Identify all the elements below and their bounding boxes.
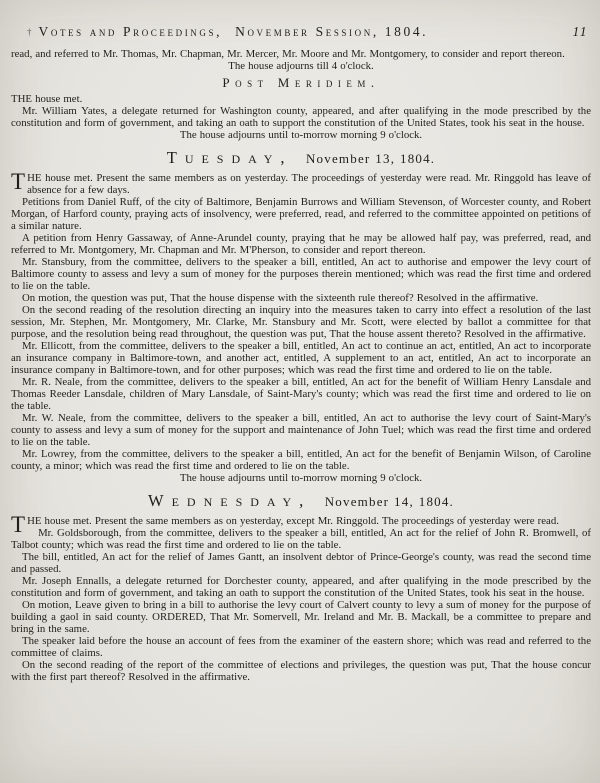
paragraph: The bill, entitled, An act for the relief of James Gantt, an insolvent debtor of Prince-George's county, was read the second time and passed.: [11, 551, 591, 575]
section-heading-post-meridiem: Post Meridiem.: [222, 75, 380, 90]
paragraph-continuation: read, and referred to Mr. Thomas, Mr. Chapman, Mr. Mercer, Mr. Moore and Mr. Montgomery, to consider and report thereon.: [11, 48, 565, 60]
printer-ornament-icon: †: [27, 27, 32, 37]
paragraph: Mr. R. Neale, from the committee, delivers to the speaker a bill, entitled, An act for the benefit of William Henry Lansdale and Thomas Reeder Lansdale, children of Mary Lansdale, of Saint-Mary's county; which was read the first time and ordered to lie on the table.: [11, 376, 591, 412]
running-head: [11, 24, 591, 41]
paragraph: Petitions from Daniel Ruff, of the city of Baltimore, Benjamin Burrows and William Stevenson, of Worcester county, and Robert Morgan, of Harford county, praying acts of insolvency, were preferred, read, and referred to the committee appointed on petitions of a similar nature.: [11, 196, 591, 232]
day-heading-wednesday: [11, 492, 591, 510]
day-heading-tuesday: [11, 149, 591, 167]
day-name: Tuesday,: [166, 148, 293, 167]
paragraph: Mr. Lowrey, from the committee, delivers to the speaker a bill, entitled, An act for the benefit of Benjamin Wilson, of Caroline county, a minor; which was read the first time and ordered to lie on the table.: [11, 448, 591, 472]
paragraph: Mr. W. Neale, from the committee, delivers to the speaker a bill, entitled, An act to authorise the levy court of Saint-Mary's county to assess and levy a sum of money for the support and maintenance of John Tuel; which was read the first time and ordered to lie on the table.: [11, 412, 591, 448]
paragraph: Mr. Goldsborough, from the committee, delivers to the speaker a bill, entitled, An act for the relief of John R. Bromwell, of Talbot county; which was read the first time and ordered to lie on the table.: [11, 527, 591, 551]
running-head-session: November Session, 1804.: [235, 24, 429, 39]
paragraph: On the second reading of the resolution directing an inquiry into the measures taken to carry into effect a resolution of the last session, Mr. Stephen, Mr. Montgomery, Mr. Clarke, Mr. Stansbury and Mr. Scott, were elected by ballot a committee for that purpose, and the resolution being read throughout, the question was put, That the house assent thereto? Resolved in the affirmative.: [11, 304, 591, 340]
adjournment-line: The house adjourns until to-morrow morning 9 o'clock.: [179, 472, 423, 484]
paragraph: The speaker laid before the house an account of fees from the examiner of the eastern shore; which was read and referred to the committee of claims.: [11, 635, 591, 659]
day-date: November 13, 1804.: [305, 151, 436, 166]
day-name: Wednesday,: [148, 491, 312, 510]
day-date: November 14, 1804.: [324, 494, 454, 509]
running-head-title: Votes and Proceedings,: [38, 24, 223, 39]
paragraph: On motion, the question was put, That the house dispense with the sixteenth rule thereof? Resolved in the affirmative.: [22, 292, 539, 304]
adjournment-line: The house adjourns until to-morrow morning 9 o'clock.: [179, 129, 423, 141]
page-number: 11: [572, 24, 588, 39]
paragraph: Mr. Ellicott, from the committee, delivers to the speaker a bill, entitled, An act to continue an act, entitled, An act to incorporate an insurance company in Baltimore-town, and another act, entitled, A supplement to an act, entitled, An act to incorporate an insurance company in Baltimore-town, and for other purposes; which was read the first time and ordered to lie on the table.: [11, 340, 591, 376]
paragraph: On motion, Leave given to bring in a bill to authorise the levy court of Calvert county to levy a sum of money for the purpose of building a gaol in said county. ORDERED, That Mr. Somervell, Mr. Ireland and Mr. B. Mackall, be a committee to prepare and bring in the same.: [11, 599, 591, 635]
paragraph: Mr. Joseph Ennalls, a delegate returned for Dorchester county, appeared, and after qualifying in the mode prescribed by the constitution and form of government, and taking an oath to support the constitution of the United States, took his seat in the house.: [11, 575, 591, 599]
paragraph: A petition from Henry Gassaway, of Anne-Arundel county, praying that he may be allowed half pay, was preferred, read, and referred to Mr. Montgomery, Mr. Chapman and Mr. M'Pherson, to consider and report thereon.: [11, 232, 591, 256]
paragraph-house-met: THE house met. Present the same members as on yesterday, except Mr. Ringgold. The proceedings of yesterday were read.: [11, 512, 559, 537]
paragraph-house-met: THE house met. Present the same members as on yesterday. The proceedings of yesterday were read. Mr. Ringgold has leave of absence for a few days.: [11, 169, 591, 196]
paragraph-house-met: THE house met.: [11, 93, 83, 105]
paragraph: On the second reading of the report of the committee of elections and privileges, the question was put, That the house concur with the first part thereof? Resolved in the affirmative.: [11, 659, 591, 683]
paragraph: Mr. Stansbury, from the committee, delivers to the speaker a bill, entitled, An act to authorise and empower the levy court of Baltimore county to assess and levy a sum of money for the purposes therein mentioned; which was read the first time and ordered to lie on the table.: [11, 256, 591, 292]
adjournment-line: The house adjourns till 4 o'clock.: [228, 60, 374, 72]
paragraph: Mr. William Yates, a delegate returned for Washington county, appeared, and after qualifying in the mode prescribed by the constitution and form of government, and taking an oath to support the constitution of the United States, took his seat in the house.: [11, 105, 591, 129]
page-body: [11, 48, 591, 683]
